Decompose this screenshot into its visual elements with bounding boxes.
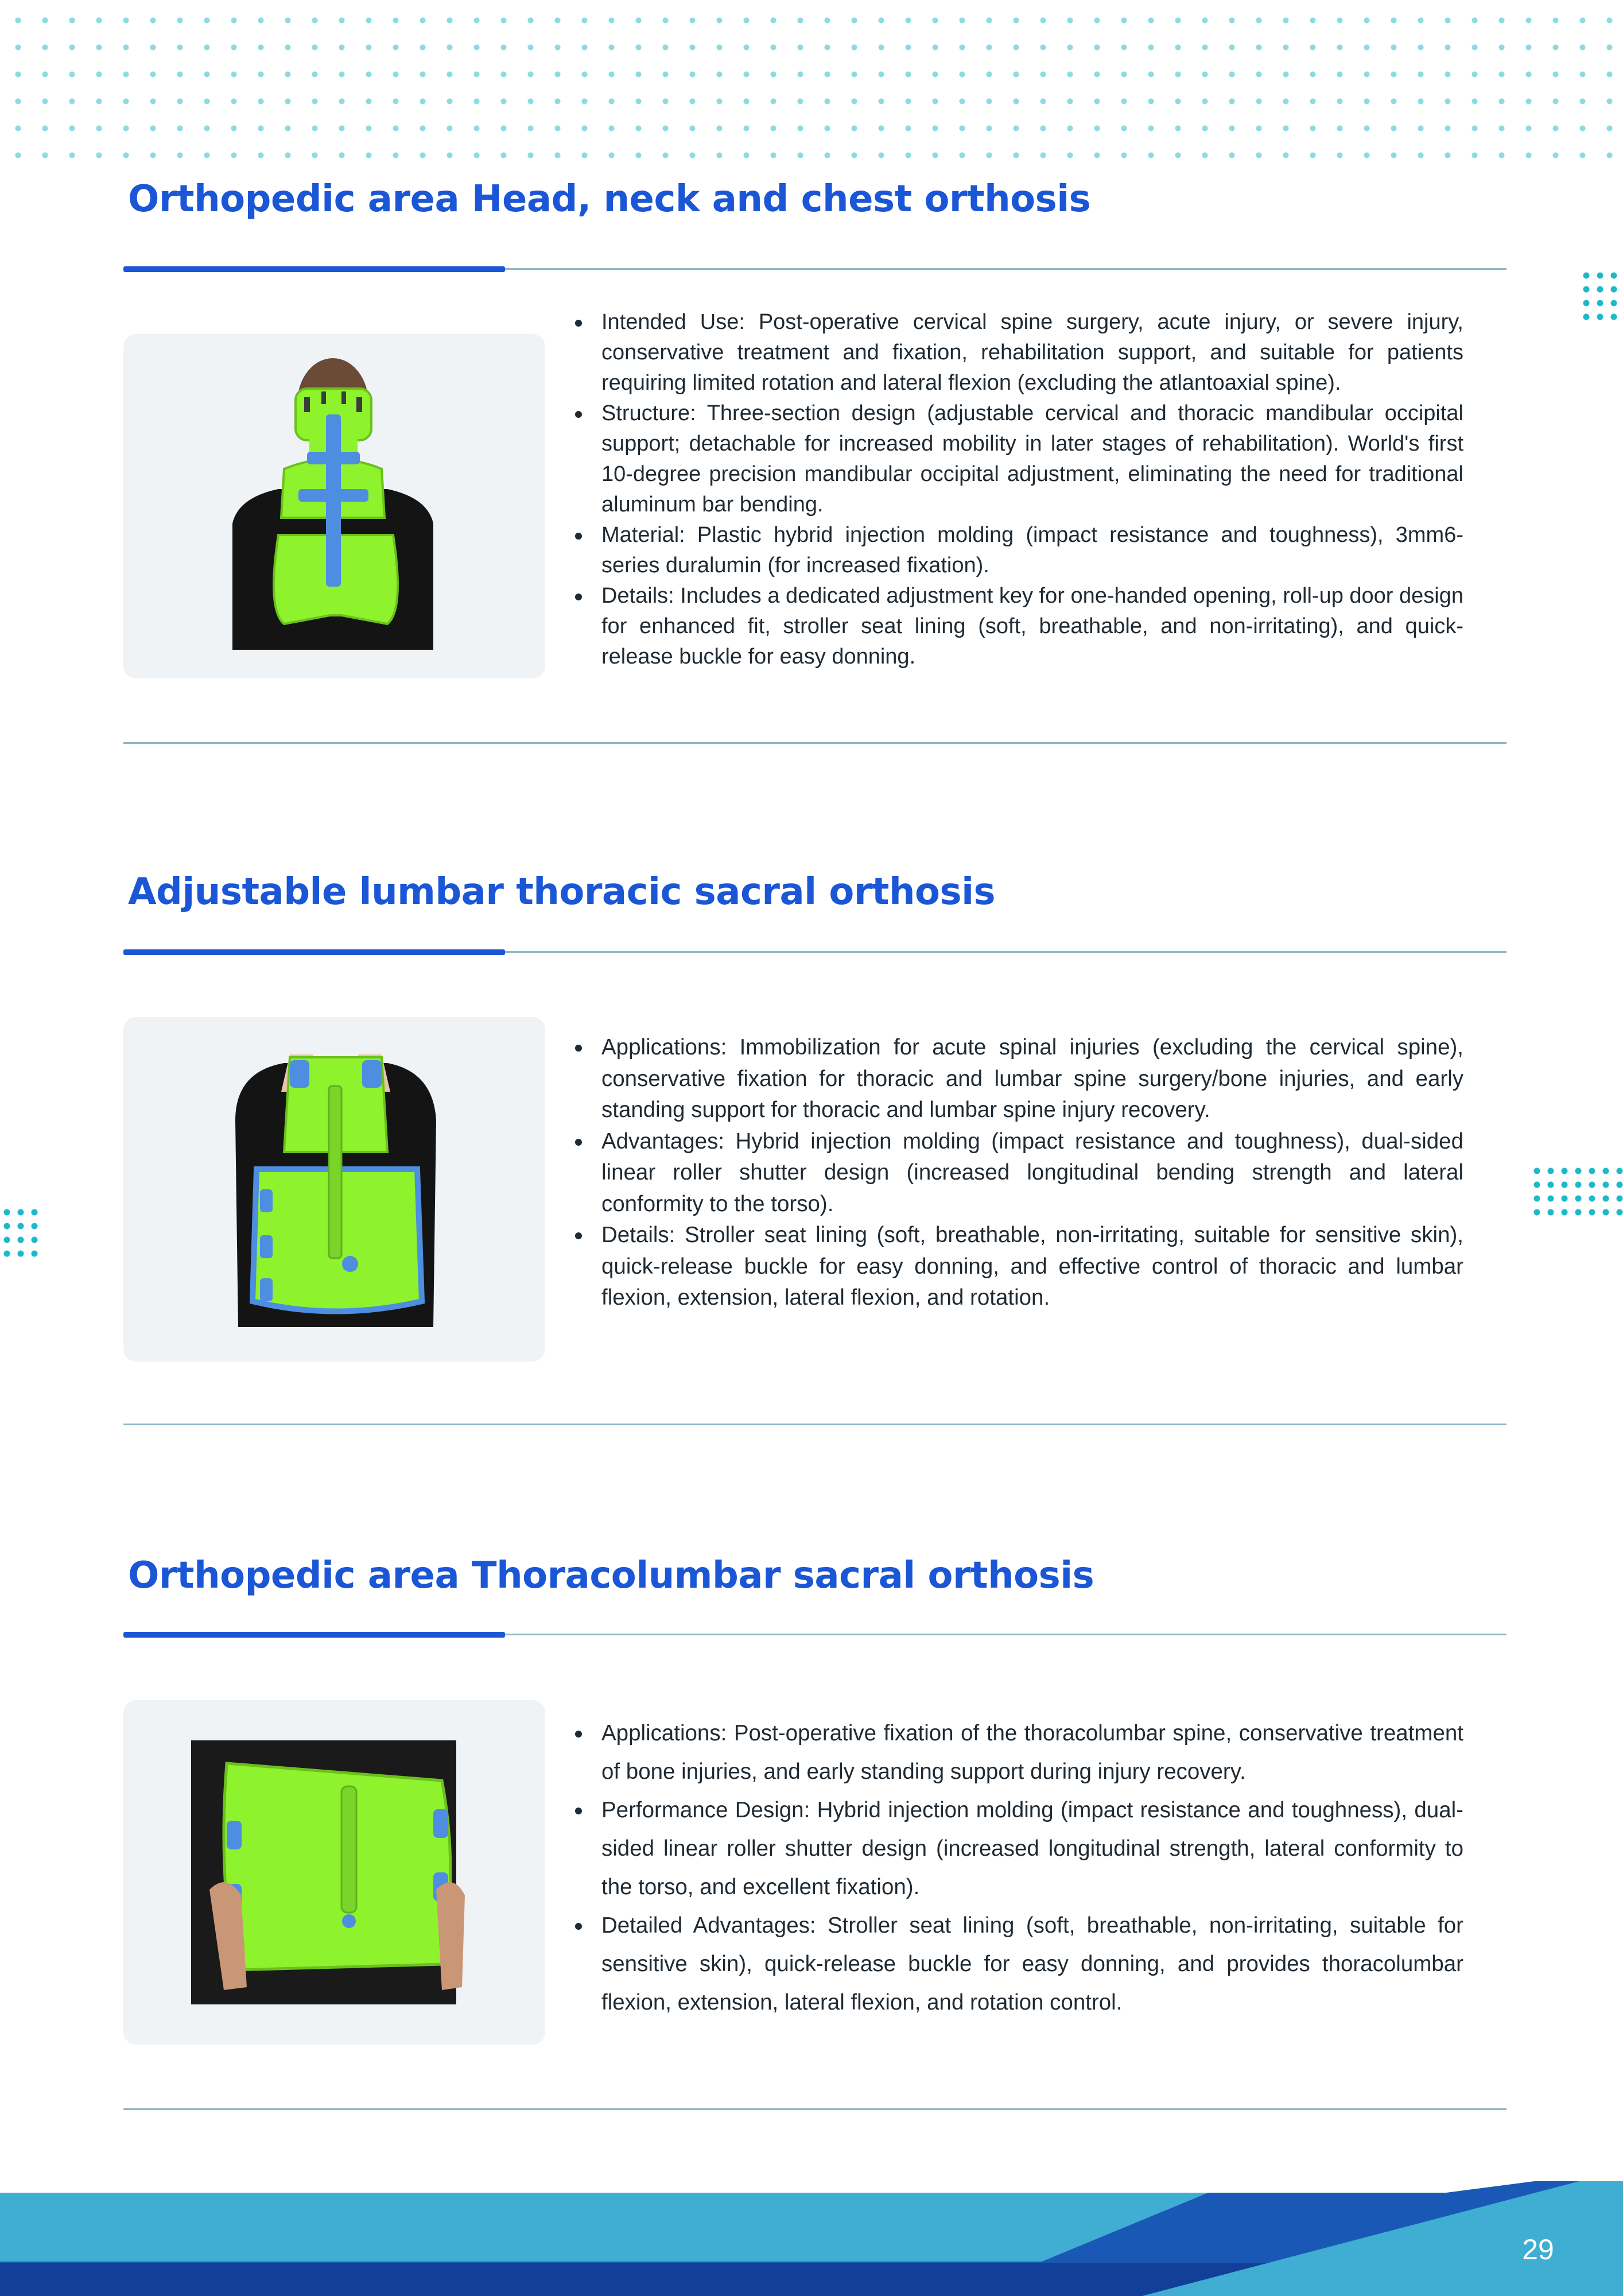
product-image-box — [123, 1700, 545, 2045]
section-title: Adjustable lumbar thoracic sacral orthosis — [128, 871, 996, 913]
footer-decoration — [0, 2181, 1623, 2296]
feature-list — [568, 1714, 1463, 2022]
section-divider — [123, 2108, 1506, 2110]
product-image-box — [123, 334, 545, 678]
section-head-neck-chest-orthosis — [123, 178, 1506, 746]
section-lumbar-thoracic-sacral-orthosis — [123, 871, 1506, 1428]
head-neck-chest-orthosis-photo — [123, 334, 545, 678]
section-title: Orthopedic area Thoracolumbar sacral orthosis — [128, 1554, 1094, 1597]
title-accent-bar — [123, 1632, 505, 1638]
feature-item: Details: Stroller seat lining (soft, breathable, non-irritating, suitable for sensitive skin), quick-release buckle for easy donning, and effective control of thoracic and lumbar flexion, extension, lateral flexion, and rotation. — [568, 1220, 1463, 1314]
feature-item: Details: Includes a dedicated adjustment key for one-handed opening, roll-up door design for enhanced fit, stroller seat lining (soft, breathable, and non-irritating), and quick-release buckle for easy donning. — [568, 581, 1463, 672]
feature-item: Performance Design: Hybrid injection molding (impact resistance and toughness), dual-sided linear roller shutter design (increased longitudinal strength, lateral conformity to the torso, and excellent fixation). — [568, 1791, 1463, 1906]
thoracolumbar-sacral-orthosis-photo — [123, 1700, 545, 2045]
right-dot-cluster-top — [1579, 269, 1621, 324]
feature-item: Advantages: Hybrid injection molding (impact resistance and toughness), dual-sided linear roller shutter design (increased longitudinal bending strength and lateral conformity to the torso). — [568, 1126, 1463, 1220]
lumbar-thoracic-sacral-orthosis-photo — [123, 1017, 545, 1362]
feature-list — [568, 307, 1463, 672]
right-dot-cluster-middle — [1530, 1164, 1623, 1219]
left-dot-cluster — [0, 1205, 41, 1261]
title-accent-bar — [123, 266, 505, 272]
feature-item: Structure: Three-section design (adjustable cervical and thoracic mandibular occipital support; detachable for increased mobility in later stages of rehabilitation). World's first 10-degree precision mandibular occipital adjustment, eliminating the need for traditional aluminum bar bending. — [568, 398, 1463, 520]
section-divider — [123, 1424, 1506, 1425]
title-accent-bar — [123, 949, 505, 955]
section-thoracolumbar-sacral-orthosis — [123, 1554, 1506, 2111]
feature-list — [568, 1032, 1463, 1314]
section-divider — [123, 742, 1506, 744]
feature-item: Material: Plastic hybrid injection molding (impact resistance and toughness), 3mm6-series duralumin (for increased fixation). — [568, 520, 1463, 581]
feature-item: Detailed Advantages: Stroller seat lining (soft, breathable, non-irritating, suitable for sensitive skin), quick-release buckle for easy donning, and provides thoracolumbar flexion, extension, lateral flexion, and rotation control. — [568, 1906, 1463, 2022]
page-number: 29 — [1522, 2233, 1554, 2266]
feature-item: Applications: Immobilization for acute spinal injuries (excluding the cervical spine), conservative fixation for thoracic and lumbar spine surgery/bone injuries, and early standing support for thoracic and lumbar spine injury recovery. — [568, 1032, 1463, 1126]
header-dot-pattern — [0, 0, 1623, 166]
feature-item: Applications: Post-operative fixation of the thoracolumbar spine, conservative treatment of bone injuries, and early standing support during injury recovery. — [568, 1714, 1463, 1791]
product-image-box — [123, 1017, 545, 1362]
section-title: Orthopedic area Head, neck and chest orthosis — [128, 178, 1091, 220]
feature-item: Intended Use: Post-operative cervical spine surgery, acute injury, or severe injury, conservative treatment and fixation, rehabilitation support, and suitable for patients requiring limited rotation and lateral flexion (excluding the atlantoaxial spine). — [568, 307, 1463, 398]
